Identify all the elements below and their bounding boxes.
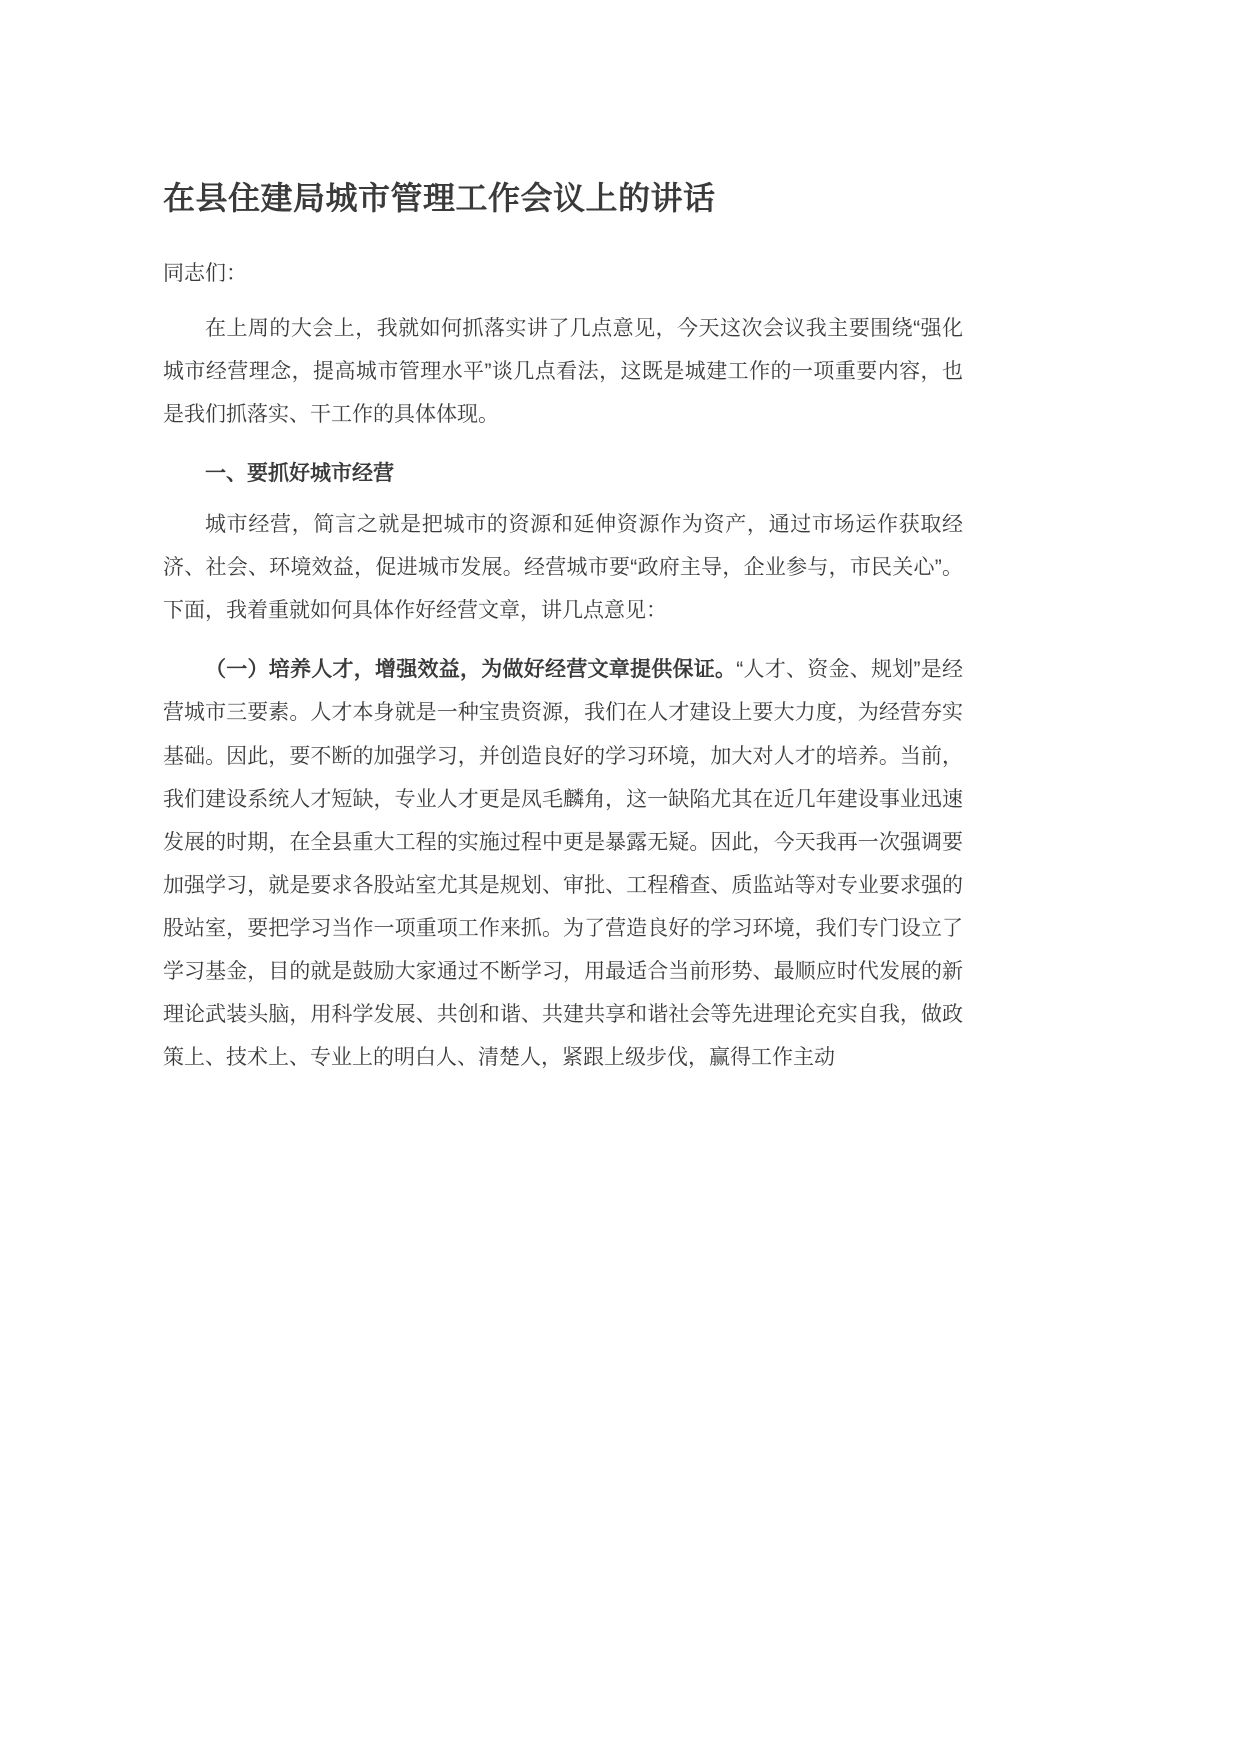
salutation-line: 同志们： — [163, 261, 247, 285]
paragraph-subsection-1 — [163, 632, 963, 1078]
paragraph-intro: 在上周的大会上，我就如何抓落实讲了几点意见，今天这次会议我主要围绕“强化城市经营理念，提高城市管理水平”谈几点看法，这既是城建工作的一项重要内容，也是我们抓落实、干工作的具体体现。 — [163, 317, 963, 427]
section-heading-1: 一、要抓好城市经营 — [205, 462, 394, 486]
document-content — [163, 0, 963, 1079]
paragraph-section-1-body: 城市经营，简言之就是把城市的资源和延伸资源作为资产，通过市场运作获取经济、社会、环境效益，促进城市发展。经营城市要“政府主导，企业参与，市民关心”。下面，我着重就如何具体作好经营文章，讲几点意见： — [163, 513, 963, 623]
subsection-1-lead: （一）培养人才，增强效益，为做好经营文章提供保证。 — [205, 658, 737, 682]
page-title: 在县住建局城市管理工作会议上的讲话 — [163, 180, 716, 216]
subsection-1-text: “人才、资金、规划”是经营城市三要素。人才本身就是一种宝贵资源，我们在人才建设上要大力度，为经营夯实基础。因此，要不断的加强学习，并创造良好的学习环境，加大对人才的培养。当前，我们建设系统人才短缺，专业人才更是凤毛麟角，这一缺陷尤其在近几年建设事业迅速发展的时期，在全县重大工程的实施过程中更是暴露无疑。因此，今天我再一次强调要加强学习，就是要求各股站室尤其是规划、审批、工程稽查、质监站等对专业要求强的股站室，要把学习当作一项重项工作来抓。为了营造良好的学习环境，我们专门设立了学习基金，目的就是鼓励大家通过不断学习，用最适合当前形势、最顺应时代发展的新理论武装头脑，用科学发展、共创和谐、共建共享和谐社会等先进理论充实自我，做政策上、技术上、专业上的明白人、清楚人，紧跟上级步伐，赢得工作主动 — [163, 658, 963, 1069]
